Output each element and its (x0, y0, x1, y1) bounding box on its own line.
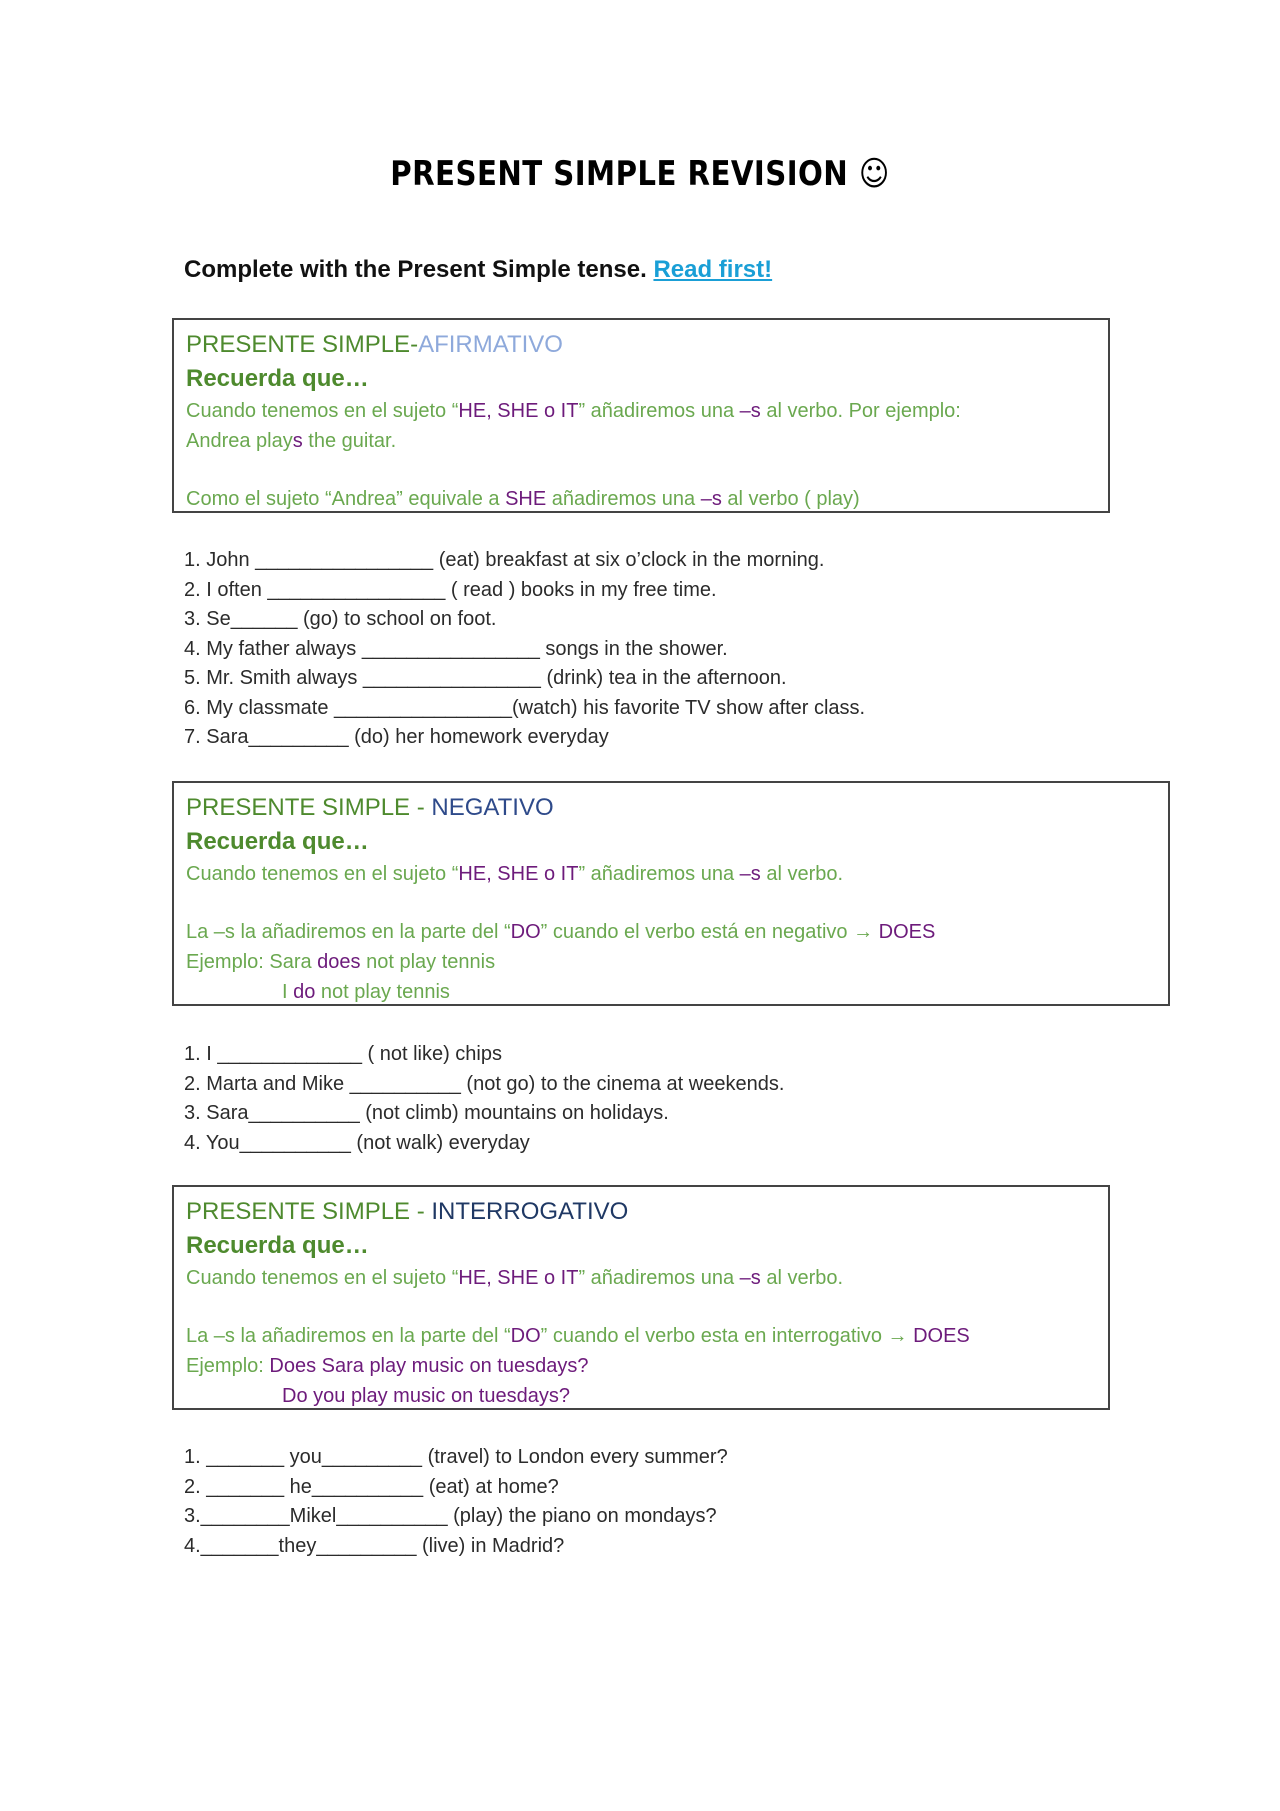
list-item: 1. John ________________ (eat) breakfast at six o’clock in the morning. (184, 549, 825, 571)
interrogative-rule-box (172, 1185, 1110, 1410)
exercise-list-interrogative (184, 1443, 728, 1561)
instruction (184, 256, 772, 284)
list-item: 3. Sara__________ (not climb) mountains on holidays. (184, 1102, 669, 1124)
rule-line: La –s la añadiremos en la parte del “DO” cuando el verbo está en negativo → DOES (186, 921, 936, 943)
affirmative-rule-box (172, 318, 1110, 513)
list-item: 4. You__________ (not walk) everyday (184, 1131, 530, 1154)
list-item: 2. Marta and Mike __________ (not go) to the cinema at weekends. (184, 1072, 785, 1095)
heading-prefix: PRESENTE SIMPLE- (186, 331, 419, 358)
rule-line: Como el sujeto “Andrea” equivale a SHE añadiremos una –s al verbo ( play) (186, 488, 860, 510)
negative-rule-box (172, 781, 1170, 1006)
example-line: I do not play tennis (282, 981, 450, 1003)
exercise-list-affirmative (184, 546, 865, 753)
rule-line: La –s la añadiremos en la parte del “DO” cuando el verbo esta en interrogativo → DOES (186, 1325, 970, 1347)
heading-accent: AFIRMATIVO (418, 331, 563, 358)
heading-prefix: PRESENTE SIMPLE - (186, 1198, 432, 1225)
heading-accent: NEGATIVO (431, 794, 554, 821)
recuerda-label: Recuerda que… (186, 828, 369, 855)
rule-line: Cuando tenemos en el sujeto “HE, SHE o IT” añadiremos una –s al verbo. (186, 863, 844, 885)
list-item: 2. I often ________________ ( read ) books in my free time. (184, 578, 717, 601)
heading-accent: INTERROGATIVO (431, 1198, 629, 1225)
read-first-link[interactable]: Read first! (653, 256, 773, 283)
list-item: 2. _______ he__________ (eat) at home? (184, 1475, 559, 1498)
example-line: Ejemplo: Sara does not play tennis (186, 951, 496, 973)
recuerda-label: Recuerda que… (186, 365, 369, 392)
negative-heading (186, 791, 1156, 825)
page-title: PRESENT SIMPLE REVISION ☺ (390, 154, 890, 194)
list-item: 7. Sara_________ (do) her homework everyday (184, 726, 609, 748)
example-line: Ejemplo: Does Sara play music on tuesdays? (186, 1355, 589, 1377)
interrogative-heading (186, 1195, 1096, 1229)
heading-prefix: PRESENTE SIMPLE - (186, 794, 432, 821)
example-line: Andrea plays the guitar. (186, 430, 397, 452)
list-item: 4. My father always ________________ songs in the shower. (184, 637, 728, 660)
rule-line: Cuando tenemos en el sujeto “HE, SHE o IT” añadiremos una –s al verbo. Por ejemplo: (186, 400, 961, 422)
affirmative-heading (186, 328, 1096, 362)
exercise-list-negative (184, 1040, 784, 1158)
recuerda-label: Recuerda que… (186, 1232, 369, 1259)
list-item: 6. My classmate ________________(watch) his favorite TV show after class. (184, 696, 866, 719)
list-item: 1. _______ you_________ (travel) to London every summer? (184, 1446, 728, 1468)
list-item: 3.________Mikel__________ (play) the piano on mondays? (184, 1505, 717, 1527)
instruction-text: Complete with the Present Simple tense. (184, 256, 647, 283)
list-item: 4._______they_________ (live) in Madrid? (184, 1534, 565, 1557)
list-item: 5. Mr. Smith always ________________ (drink) tea in the afternoon. (184, 667, 787, 689)
list-item: 3. Se______ (go) to school on foot. (184, 608, 497, 630)
example-line: Do you play music on tuesdays? (282, 1385, 570, 1407)
rule-line: Cuando tenemos en el sujeto “HE, SHE o IT” añadiremos una –s al verbo. (186, 1267, 844, 1289)
list-item: 1. I _____________ ( not like) chips (184, 1043, 502, 1065)
